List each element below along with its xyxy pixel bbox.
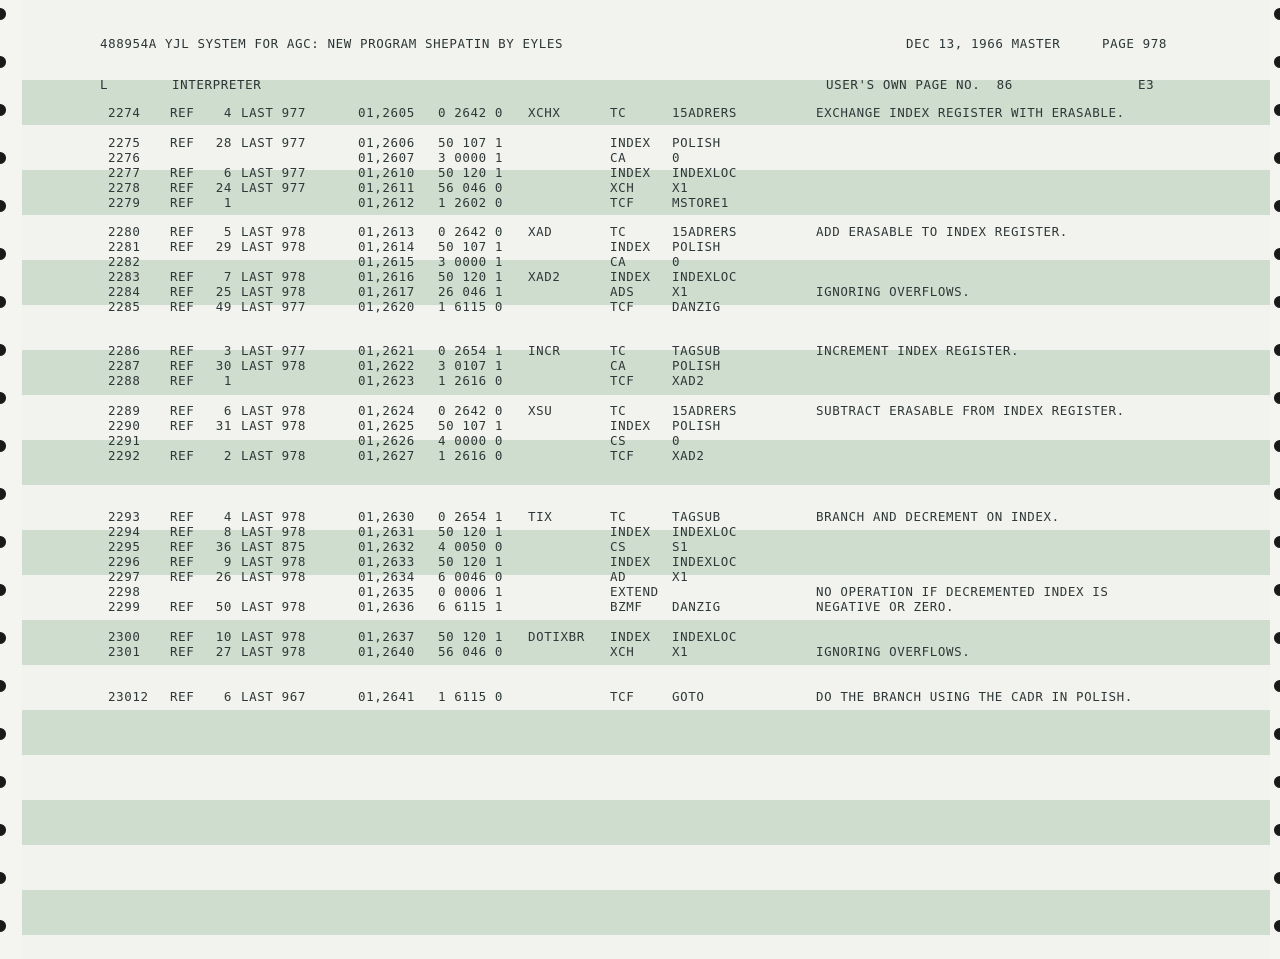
line-number: 2277 xyxy=(108,165,141,180)
comment: IGNORING OVERFLOWS. xyxy=(816,284,971,299)
line-number: 2291 xyxy=(108,433,141,448)
last-ref: LAST 978 xyxy=(241,569,307,584)
line-number: 2278 xyxy=(108,180,141,195)
ref-count: 30 xyxy=(215,358,232,373)
listing-row xyxy=(0,448,1280,463)
feed-hole-icon xyxy=(0,728,6,740)
operand: INDEXLOC xyxy=(672,629,738,644)
last-ref: LAST 978 xyxy=(241,403,307,418)
octal-code: 50 120 1 xyxy=(438,554,504,569)
feed-hole-icon xyxy=(1274,872,1280,884)
ref-count: 27 xyxy=(215,644,232,659)
comment: IGNORING OVERFLOWS. xyxy=(816,644,971,659)
listing-row xyxy=(0,373,1280,388)
listing-row xyxy=(0,195,1280,210)
ref-count: 3 xyxy=(223,343,232,358)
line-number: 2299 xyxy=(108,599,141,614)
listing-title: 488954A YJL SYSTEM FOR AGC: NEW PROGRAM SHEPATIN BY EYLES xyxy=(100,36,564,51)
line-number: 2290 xyxy=(108,418,141,433)
line-number: 2301 xyxy=(108,644,141,659)
listing-row xyxy=(0,239,1280,254)
ref-marker: REF xyxy=(170,448,195,463)
listing-row xyxy=(0,539,1280,554)
opcode: TC xyxy=(610,343,627,358)
listing-row xyxy=(0,554,1280,569)
ref-marker: REF xyxy=(170,358,195,373)
memory-address: 01,2641 xyxy=(358,689,415,704)
operand: XAD2 xyxy=(672,448,705,463)
ref-marker: REF xyxy=(170,689,195,704)
opcode: TC xyxy=(610,403,627,418)
feed-hole-icon xyxy=(0,488,6,500)
memory-address: 01,2623 xyxy=(358,373,415,388)
octal-code: 50 120 1 xyxy=(438,165,504,180)
memory-address: 01,2637 xyxy=(358,629,415,644)
octal-code: 6 6115 1 xyxy=(438,599,504,614)
ref-count: 49 xyxy=(215,299,232,314)
operand: 15ADRERS xyxy=(672,224,738,239)
listing-row xyxy=(0,150,1280,165)
octal-code: 6 0046 0 xyxy=(438,569,504,584)
last-ref: LAST 978 xyxy=(241,224,307,239)
memory-address: 01,2621 xyxy=(358,343,415,358)
octal-code: 50 107 1 xyxy=(438,135,504,150)
octal-code: 0 2642 0 xyxy=(438,403,504,418)
listing-row xyxy=(0,284,1280,299)
line-number: 2274 xyxy=(108,105,141,120)
opcode: INDEX xyxy=(610,269,651,284)
last-ref: LAST 875 xyxy=(241,539,307,554)
ref-count: 1 xyxy=(223,195,232,210)
opcode: CA xyxy=(610,358,627,373)
operand: POLISH xyxy=(672,358,721,373)
octal-code: 1 6115 0 xyxy=(438,299,504,314)
memory-address: 01,2614 xyxy=(358,239,415,254)
ref-count: 1 xyxy=(223,373,232,388)
feed-hole-icon xyxy=(0,56,6,68)
ref-marker: REF xyxy=(170,599,195,614)
symbol-label: XAD2 xyxy=(528,269,561,284)
line-number: 2282 xyxy=(108,254,141,269)
last-ref: LAST 977 xyxy=(241,105,307,120)
line-number: 2281 xyxy=(108,239,141,254)
symbol-label: INCR xyxy=(528,343,561,358)
listing-row xyxy=(0,343,1280,358)
octal-code: 3 0000 1 xyxy=(438,150,504,165)
listing-row xyxy=(0,599,1280,614)
listing-row xyxy=(0,269,1280,284)
memory-address: 01,2626 xyxy=(358,433,415,448)
memory-address: 01,2620 xyxy=(358,299,415,314)
listing-row xyxy=(0,418,1280,433)
listing-row xyxy=(0,629,1280,644)
section-name: INTERPRETER xyxy=(172,77,262,92)
listing-row xyxy=(0,224,1280,239)
line-number: 2296 xyxy=(108,554,141,569)
ref-marker: REF xyxy=(170,569,195,584)
opcode: CA xyxy=(610,150,627,165)
opcode: INDEX xyxy=(610,165,651,180)
ref-marker: REF xyxy=(170,195,195,210)
opcode: CA xyxy=(610,254,627,269)
line-number: 2280 xyxy=(108,224,141,239)
ref-count: 7 xyxy=(223,269,232,284)
opcode: TCF xyxy=(610,299,635,314)
memory-address: 01,2640 xyxy=(358,644,415,659)
ref-count: 6 xyxy=(223,165,232,180)
ref-count: 29 xyxy=(215,239,232,254)
listing-row xyxy=(0,358,1280,373)
line-number: 2297 xyxy=(108,569,141,584)
last-ref: LAST 978 xyxy=(241,418,307,433)
operand: INDEXLOC xyxy=(672,165,738,180)
ref-count: 6 xyxy=(223,403,232,418)
user-page-number: USER'S OWN PAGE NO. 86 xyxy=(826,77,1013,92)
memory-address: 01,2627 xyxy=(358,448,415,463)
ref-marker: REF xyxy=(170,373,195,388)
memory-address: 01,2631 xyxy=(358,524,415,539)
feed-hole-icon xyxy=(0,8,6,20)
memory-address: 01,2612 xyxy=(358,195,415,210)
memory-address: 01,2616 xyxy=(358,269,415,284)
octal-code: 0 2654 1 xyxy=(438,343,504,358)
ref-marker: REF xyxy=(170,343,195,358)
opcode: INDEX xyxy=(610,629,651,644)
line-number: 2300 xyxy=(108,629,141,644)
opcode: TCF xyxy=(610,689,635,704)
listing-row xyxy=(0,403,1280,418)
feed-hole-icon xyxy=(1274,776,1280,788)
operand: 15ADRERS xyxy=(672,403,738,418)
line-number: 2285 xyxy=(108,299,141,314)
ref-count: 4 xyxy=(223,509,232,524)
opcode: TCF xyxy=(610,373,635,388)
ref-count: 36 xyxy=(215,539,232,554)
operand: 0 xyxy=(672,433,681,448)
listing-row xyxy=(0,524,1280,539)
listing-row xyxy=(0,180,1280,195)
symbol-label: XAD xyxy=(528,224,553,239)
ref-count: 50 xyxy=(215,599,232,614)
last-ref: LAST 978 xyxy=(241,284,307,299)
memory-address: 01,2613 xyxy=(358,224,415,239)
line-number: 2276 xyxy=(108,150,141,165)
octal-code: 56 046 0 xyxy=(438,180,504,195)
comment: DO THE BRANCH USING THE CADR IN POLISH. xyxy=(816,689,1133,704)
last-ref: LAST 978 xyxy=(241,448,307,463)
line-number: 2289 xyxy=(108,403,141,418)
line-number: 2295 xyxy=(108,539,141,554)
memory-address: 01,2632 xyxy=(358,539,415,554)
last-ref: LAST 978 xyxy=(241,554,307,569)
feed-hole-icon xyxy=(1274,8,1280,20)
ref-count: 2 xyxy=(223,448,232,463)
opcode: TCF xyxy=(610,448,635,463)
operand: GOTO xyxy=(672,689,705,704)
listing-row xyxy=(0,254,1280,269)
opcode: CS xyxy=(610,539,627,554)
last-ref: LAST 977 xyxy=(241,165,307,180)
ref-marker: REF xyxy=(170,269,195,284)
line-number: 2298 xyxy=(108,584,141,599)
memory-address: 01,2617 xyxy=(358,284,415,299)
octal-code: 0 0006 1 xyxy=(438,584,504,599)
comment: NO OPERATION IF DECREMENTED INDEX IS xyxy=(816,584,1109,599)
symbol-label: TIX xyxy=(528,509,553,524)
opcode: TC xyxy=(610,509,627,524)
comment: SUBTRACT ERASABLE FROM INDEX REGISTER. xyxy=(816,403,1125,418)
ref-marker: REF xyxy=(170,403,195,418)
operand: MSTORE1 xyxy=(672,195,729,210)
ref-marker: REF xyxy=(170,644,195,659)
octal-code: 50 120 1 xyxy=(438,269,504,284)
ref-marker: REF xyxy=(170,239,195,254)
listing-row xyxy=(0,644,1280,659)
listing-row xyxy=(0,584,1280,599)
last-ref: LAST 978 xyxy=(241,239,307,254)
line-number: 2293 xyxy=(108,509,141,524)
octal-code: 26 046 1 xyxy=(438,284,504,299)
octal-code: 0 2654 1 xyxy=(438,509,504,524)
opcode: TCF xyxy=(610,195,635,210)
line-number: 2287 xyxy=(108,358,141,373)
listing-row xyxy=(0,105,1280,120)
octal-code: 0 2642 0 xyxy=(438,105,504,120)
last-ref: LAST 978 xyxy=(241,644,307,659)
ref-count: 31 xyxy=(215,418,232,433)
octal-code: 4 0000 0 xyxy=(438,433,504,448)
opcode: AD xyxy=(610,569,627,584)
feed-hole-icon xyxy=(0,920,6,932)
operand: XAD2 xyxy=(672,373,705,388)
operand: 0 xyxy=(672,150,681,165)
octal-code: 4 0050 0 xyxy=(438,539,504,554)
last-ref: LAST 978 xyxy=(241,509,307,524)
ref-marker: REF xyxy=(170,224,195,239)
ref-count: 28 xyxy=(215,135,232,150)
comment: NEGATIVE OR ZERO. xyxy=(816,599,955,614)
comment: BRANCH AND DECREMENT ON INDEX. xyxy=(816,509,1060,524)
memory-address: 01,2635 xyxy=(358,584,415,599)
ref-count: 4 xyxy=(223,105,232,120)
operand: POLISH xyxy=(672,418,721,433)
ref-marker: REF xyxy=(170,539,195,554)
ref-marker: REF xyxy=(170,135,195,150)
memory-address: 01,2611 xyxy=(358,180,415,195)
octal-code: 1 2616 0 xyxy=(438,373,504,388)
green-bar xyxy=(22,800,1270,845)
memory-address: 01,2624 xyxy=(358,403,415,418)
opcode: INDEX xyxy=(610,418,651,433)
green-bar xyxy=(22,890,1270,935)
feed-hole-icon xyxy=(1274,824,1280,836)
memory-address: 01,2605 xyxy=(358,105,415,120)
operand: X1 xyxy=(672,180,689,195)
octal-code: 1 6115 0 xyxy=(438,689,504,704)
last-ref: LAST 967 xyxy=(241,689,307,704)
memory-address: 01,2606 xyxy=(358,135,415,150)
log-section-code: E3 xyxy=(1138,77,1155,92)
ref-marker: REF xyxy=(170,299,195,314)
opcode: TC xyxy=(610,224,627,239)
page-number: PAGE 978 xyxy=(1102,36,1168,51)
octal-code: 56 046 0 xyxy=(438,644,504,659)
last-ref: LAST 978 xyxy=(241,358,307,373)
ref-count: 10 xyxy=(215,629,232,644)
memory-address: 01,2615 xyxy=(358,254,415,269)
octal-code: 50 120 1 xyxy=(438,629,504,644)
memory-address: 01,2630 xyxy=(358,509,415,524)
ref-marker: REF xyxy=(170,418,195,433)
feed-hole-icon xyxy=(0,872,6,884)
memory-address: 01,2610 xyxy=(358,165,415,180)
ref-count: 24 xyxy=(215,180,232,195)
ref-count: 8 xyxy=(223,524,232,539)
operand: 0 xyxy=(672,254,681,269)
opcode: TC xyxy=(610,105,627,120)
feed-hole-icon xyxy=(1274,488,1280,500)
operand: TAGSUB xyxy=(672,343,721,358)
ref-count: 5 xyxy=(223,224,232,239)
opcode: CS xyxy=(610,433,627,448)
listing-row xyxy=(0,569,1280,584)
last-ref: LAST 978 xyxy=(241,629,307,644)
operand: TAGSUB xyxy=(672,509,721,524)
feed-hole-icon xyxy=(0,776,6,788)
listing-row xyxy=(0,689,1280,704)
last-ref: LAST 978 xyxy=(241,599,307,614)
operand: X1 xyxy=(672,569,689,584)
line-number: 2286 xyxy=(108,343,141,358)
opcode: EXTEND xyxy=(610,584,659,599)
symbol-label: XCHX xyxy=(528,105,561,120)
ref-marker: REF xyxy=(170,105,195,120)
ref-marker: REF xyxy=(170,180,195,195)
symbol-label: XSU xyxy=(528,403,553,418)
octal-code: 1 2616 0 xyxy=(438,448,504,463)
ref-marker: REF xyxy=(170,165,195,180)
opcode: BZMF xyxy=(610,599,643,614)
operand: INDEXLOC xyxy=(672,554,738,569)
octal-code: 50 120 1 xyxy=(438,524,504,539)
memory-address: 01,2607 xyxy=(358,150,415,165)
operand: DANZIG xyxy=(672,599,721,614)
feed-hole-icon xyxy=(1274,920,1280,932)
octal-code: 50 107 1 xyxy=(438,239,504,254)
column-marker: L xyxy=(100,77,109,92)
operand: INDEXLOC xyxy=(672,524,738,539)
operand: POLISH xyxy=(672,135,721,150)
opcode: INDEX xyxy=(610,554,651,569)
line-number: 2275 xyxy=(108,135,141,150)
line-number: 2284 xyxy=(108,284,141,299)
line-number: 2292 xyxy=(108,448,141,463)
ref-marker: REF xyxy=(170,629,195,644)
operand: S1 xyxy=(672,539,689,554)
memory-address: 01,2636 xyxy=(358,599,415,614)
feed-hole-icon xyxy=(1274,728,1280,740)
opcode: XCH xyxy=(610,180,635,195)
listing-row xyxy=(0,165,1280,180)
symbol-label: DOTIXBR xyxy=(528,629,585,644)
octal-code: 3 0000 1 xyxy=(438,254,504,269)
last-ref: LAST 977 xyxy=(241,299,307,314)
line-number: 2294 xyxy=(108,524,141,539)
opcode: INDEX xyxy=(610,239,651,254)
last-ref: LAST 978 xyxy=(241,269,307,284)
octal-code: 3 0107 1 xyxy=(438,358,504,373)
opcode: INDEX xyxy=(610,135,651,150)
opcode: ADS xyxy=(610,284,635,299)
last-ref: LAST 977 xyxy=(241,180,307,195)
operand: 15ADRERS xyxy=(672,105,738,120)
octal-code: 0 2642 0 xyxy=(438,224,504,239)
ref-count: 6 xyxy=(223,689,232,704)
operand: POLISH xyxy=(672,239,721,254)
comment: INCREMENT INDEX REGISTER. xyxy=(816,343,1020,358)
opcode: INDEX xyxy=(610,524,651,539)
octal-code: 50 107 1 xyxy=(438,418,504,433)
listing-row xyxy=(0,135,1280,150)
operand: DANZIG xyxy=(672,299,721,314)
memory-address: 01,2622 xyxy=(358,358,415,373)
octal-code: 1 2602 0 xyxy=(438,195,504,210)
memory-address: 01,2625 xyxy=(358,418,415,433)
memory-address: 01,2633 xyxy=(358,554,415,569)
listing-date: DEC 13, 1966 MASTER xyxy=(906,36,1061,51)
opcode: XCH xyxy=(610,644,635,659)
green-bar xyxy=(22,710,1270,755)
feed-hole-icon xyxy=(0,824,6,836)
line-number: 2279 xyxy=(108,195,141,210)
memory-address: 01,2634 xyxy=(358,569,415,584)
feed-hole-icon xyxy=(1274,56,1280,68)
line-number: 2283 xyxy=(108,269,141,284)
ref-marker: REF xyxy=(170,554,195,569)
line-number: 23012 xyxy=(108,689,149,704)
ref-marker: REF xyxy=(170,524,195,539)
last-ref: LAST 978 xyxy=(241,524,307,539)
comment: EXCHANGE INDEX REGISTER WITH ERASABLE. xyxy=(816,105,1125,120)
line-number: 2288 xyxy=(108,373,141,388)
last-ref: LAST 977 xyxy=(241,343,307,358)
ref-count: 9 xyxy=(223,554,232,569)
ref-count: 26 xyxy=(215,569,232,584)
listing-row xyxy=(0,433,1280,448)
last-ref: LAST 977 xyxy=(241,135,307,150)
ref-marker: REF xyxy=(170,509,195,524)
comment: ADD ERASABLE TO INDEX REGISTER. xyxy=(816,224,1068,239)
ref-marker: REF xyxy=(170,284,195,299)
listing-row xyxy=(0,509,1280,524)
operand: X1 xyxy=(672,644,689,659)
ref-count: 25 xyxy=(215,284,232,299)
operand: INDEXLOC xyxy=(672,269,738,284)
operand: X1 xyxy=(672,284,689,299)
listing-row xyxy=(0,299,1280,314)
